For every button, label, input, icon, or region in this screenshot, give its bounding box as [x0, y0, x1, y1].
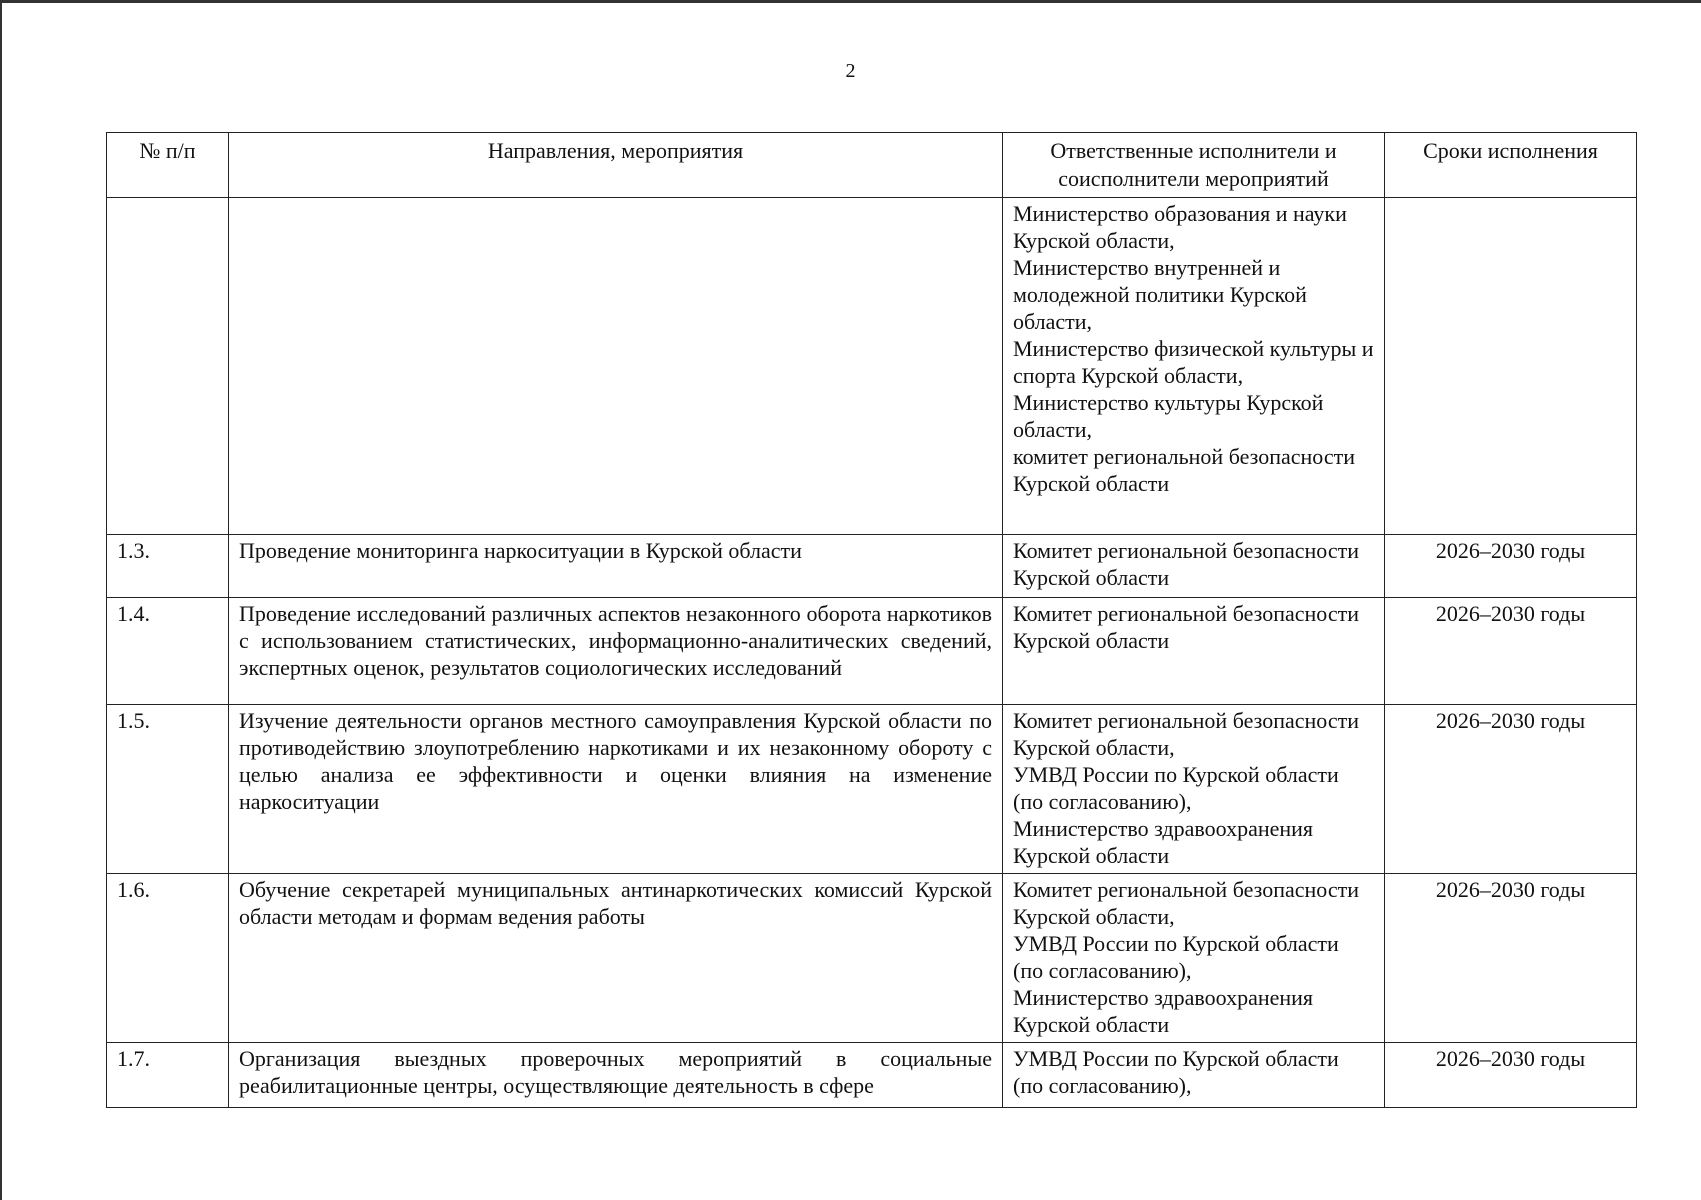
row-responsible-cell [1003, 198, 1385, 535]
responsible-item: Министерство здравоохранения Курской области [1013, 985, 1314, 1037]
row-num-cell [107, 198, 229, 535]
row-term-cell: 2026–2030 годы [1385, 874, 1637, 1043]
row-num-cell: 1.5. [107, 705, 229, 874]
row-activity-cell [229, 198, 1003, 535]
responsible-item: Комитет региональной безопасности Курской области [1013, 538, 1359, 590]
table-row [107, 874, 1637, 1043]
row-responsible-cell [1003, 874, 1385, 1043]
responsible-item: УМВД России по Курской области (по согласованию), [1013, 1046, 1339, 1098]
responsible-item: Министерство здравоохранения Курской области [1013, 816, 1314, 868]
scan-left-edge [0, 0, 2, 1200]
action-plan-table [106, 132, 1637, 1108]
header-term: Сроки исполнения [1385, 133, 1637, 198]
row-num-cell: 1.4. [107, 598, 229, 705]
row-term-cell: 2026–2030 годы [1385, 535, 1637, 598]
table-row [107, 198, 1637, 535]
table-row [107, 535, 1637, 598]
row-responsible-cell [1003, 535, 1385, 598]
row-activity-cell: Проведение исследований различных аспектов незаконного оборота наркотиков с использованием статистических, информационно-аналитических сведений, экспертных оценок, результатов социологических исследований [229, 598, 1003, 705]
responsible-item: Министерство культуры Курской области, [1013, 390, 1324, 442]
row-term-cell: 2026–2030 годы [1385, 598, 1637, 705]
row-activity-cell: Организация выездных проверочных мероприятий в социальные реабилитационные центры, осуществляющие деятельность в сфере [229, 1043, 1003, 1108]
responsible-item: УМВД России по Курской области (по согласованию), [1013, 931, 1339, 983]
row-term-cell: 2026–2030 годы [1385, 705, 1637, 874]
row-responsible-cell [1003, 1043, 1385, 1108]
row-activity-cell: Изучение деятельности органов местного самоуправления Курской области по противодействию злоупотреблению наркотиками и их незаконному обороту с целью анализа ее эффективности и оценки влияния на изменение наркоситуации [229, 705, 1003, 874]
page-number: 2 [845, 60, 856, 82]
responsible-item: Комитет региональной безопасности Курской области [1013, 601, 1359, 653]
responsible-item: Комитет региональной безопасности Курской области, [1013, 877, 1359, 929]
responsible-item: Комитет региональной безопасности Курской области, [1013, 708, 1359, 760]
header-activity: Направления, мероприятия [229, 133, 1003, 198]
responsible-item: Министерство физической культуры и спорта Курской области, [1013, 336, 1374, 388]
row-responsible-cell [1003, 705, 1385, 874]
row-activity-cell: Обучение секретарей муниципальных антинаркотических комиссий Курской области методам и формам ведения работы [229, 874, 1003, 1043]
row-term-cell [1385, 198, 1637, 535]
responsible-item: комитет региональной безопасности Курской области [1013, 444, 1355, 496]
table-row [107, 705, 1637, 874]
row-num-cell: 1.6. [107, 874, 229, 1043]
responsible-item: Министерство образования и науки Курской области, [1013, 201, 1347, 253]
row-activity-cell: Проведение мониторинга наркоситуации в Курской области [229, 535, 1003, 598]
header-num: № п/п [107, 133, 229, 198]
header-responsible: Ответственные исполнители и соисполнители мероприятий [1003, 133, 1385, 198]
table-header-row [107, 133, 1637, 198]
scan-top-edge [0, 0, 1701, 3]
table-row [107, 598, 1637, 705]
row-term-cell: 2026–2030 годы [1385, 1043, 1637, 1108]
row-num-cell: 1.3. [107, 535, 229, 598]
row-responsible-cell [1003, 598, 1385, 705]
table-row [107, 1043, 1637, 1108]
row-num-cell: 1.7. [107, 1043, 229, 1108]
responsible-item: Министерство внутренней и молодежной политики Курской области, [1013, 255, 1307, 334]
responsible-item: УМВД России по Курской области (по согласованию), [1013, 762, 1339, 814]
